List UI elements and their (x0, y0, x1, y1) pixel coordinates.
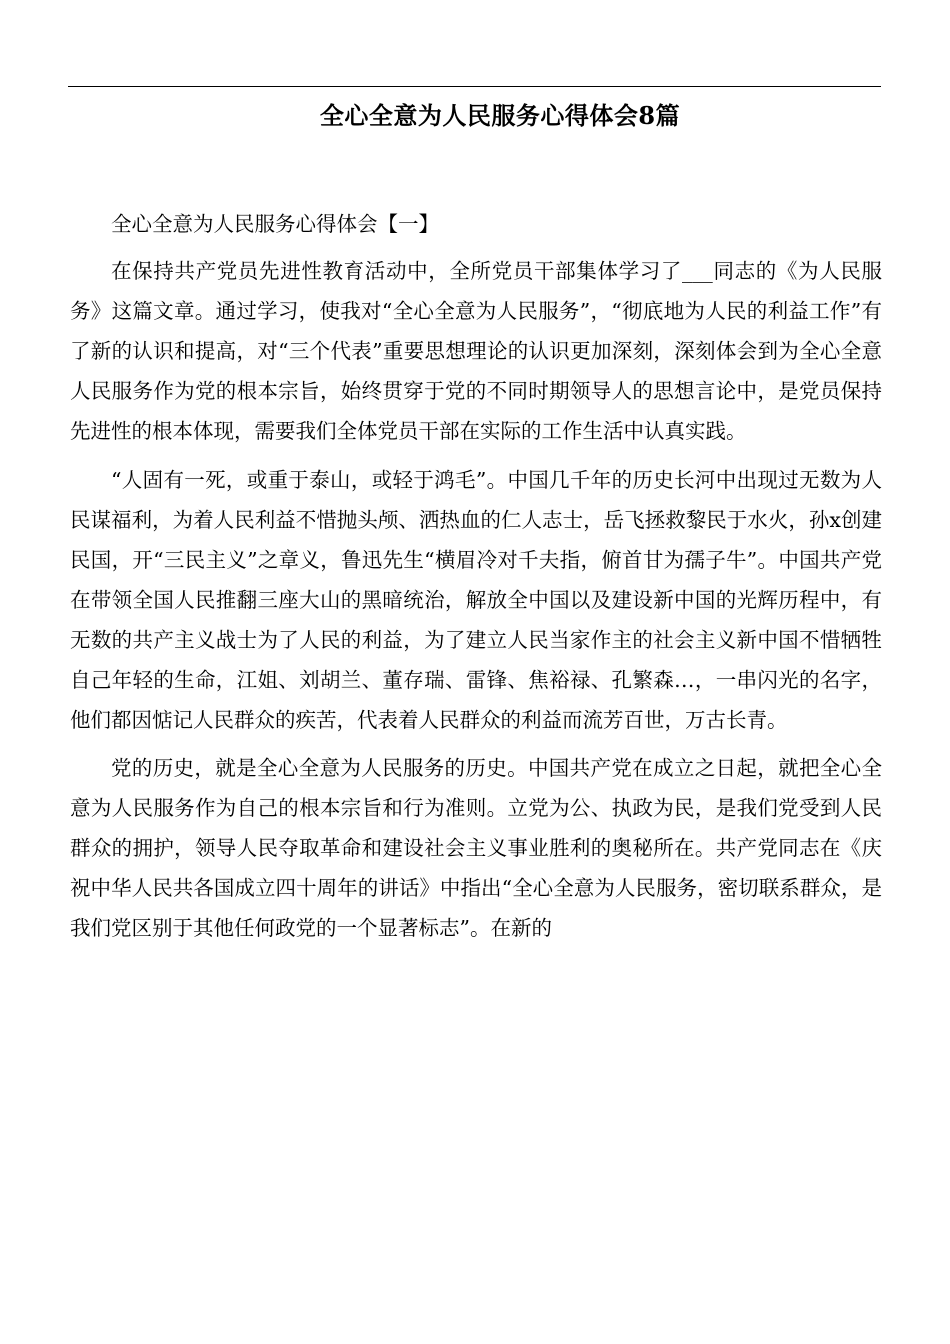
paragraph: 在保持共产党员先进性教育活动中，全所党员干部集体学习了___同志的《为人民服务》这篇文章。通过学习，使我对“全心全意为人民服务”，“彻底地为人民的利益工作”有了新的认识和提高，对“三个代表”重要思想理论的认识更加深刻，深刻体会到为全心全意人民服务作为党的根本宗旨，始终贯穿于党的不同时期领导人的思想言论中，是党员保持先进性的根本体现，需要我们全体党员干部在实际的工作生活中认真实践。 (70, 259, 882, 443)
document-title: 全心全意为人民服务心得体会8篇 (319, 101, 681, 130)
document-body (70, 204, 882, 957)
paragraph: “人固有一死，或重于泰山，或轻于鸿毛”。中国几千年的历史长河中出现过无数为人民谋福利，为着人民利益不惜抛头颅、洒热血的仁人志士，岳飞拯救黎民于水火，孙x创建民国，开“三民主义”之章义，鲁迅先生“横眉冷对千夫指，俯首甘为孺子牛”。中国共产党在带领全国人民推翻三座大山的黑暗统治，解放全中国以及建设新中国的光辉历程中，有无数的共产主义战士为了人民的利益，为了建立人民当家作主的社会主义新中国不惜牺牲自己年轻的生命，江姐、刘胡兰、董存瑞、雷锋、焦裕禄、孔繁森…，一串闪光的名字，他们都因惦记人民群众的疾苦，代表着人民群众的利益而流芳百世，万古长青。 (70, 467, 882, 732)
paragraph: 党的历史，就是全心全意为人民服务的历史。中国共产党在成立之日起，就把全心全意为人民服务作为自己的根本宗旨和行为准则。立党为公、执政为民，是我们党受到人民群众的拥护，领导人民夺取革命和建设社会主义事业胜利的奥秘所在。共产党同志在《庆祝中华人民共各国成立四十周年的讲话》中指出“全心全意为人民服务，密切联系群众，是我们党区别于其他任何政党的一个显著标志”。在新的 (70, 756, 882, 940)
header-rule (68, 86, 881, 87)
section-heading: 全心全意为人民服务心得体会【一】 (111, 212, 439, 236)
